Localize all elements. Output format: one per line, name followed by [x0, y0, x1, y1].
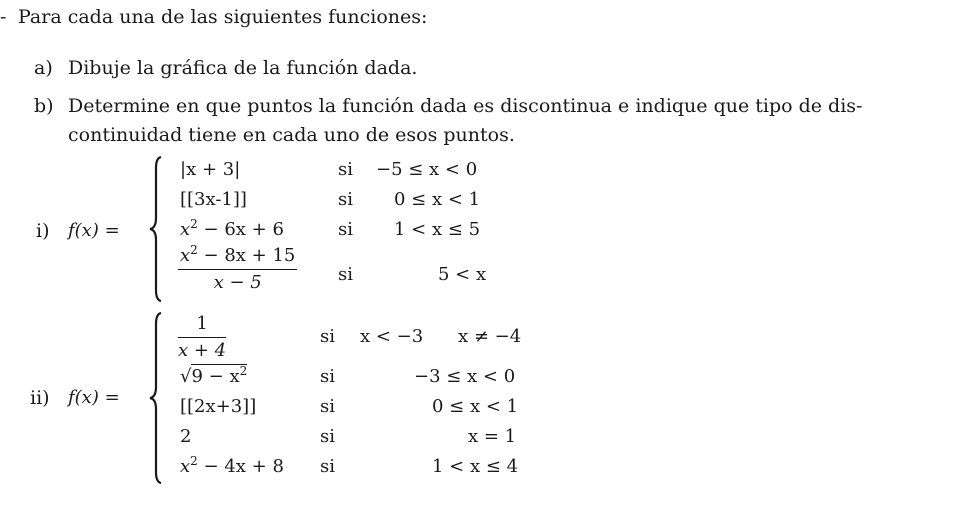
func-ii-case1-fraction: [178, 313, 226, 362]
func-ii-case3-cond: 0 ≤ x < 1: [432, 396, 519, 417]
func-i-case3-si: si: [338, 219, 353, 240]
func-i-case1-expr: |x + 3|: [180, 159, 241, 180]
func-ii-case1-numerator: 1: [178, 313, 226, 338]
func-i-case4-si: si: [338, 264, 353, 285]
func-ii-case2-expr: $√9 - x^2$: [180, 364, 248, 387]
func-ii-brace-icon: [148, 312, 164, 484]
func-ii-case4-expr: 2: [180, 426, 192, 447]
func-i-case2-expr: [[3x-1]]: [180, 189, 247, 210]
func-ii-case5-cond: 1 < x ≤ 4: [432, 456, 519, 477]
task-b-text-line1: Determine en que puntos la función dada es discontinua e indique que tipo de dis-: [68, 95, 863, 117]
func-ii-case5-si: si: [320, 456, 335, 477]
task-a-label: a): [34, 57, 53, 79]
func-ii-case3-si: si: [320, 396, 335, 417]
bullet-dash: -: [0, 6, 7, 28]
func-ii-case1-extra: x ≠ −4: [458, 326, 522, 347]
task-a-text: Dibuje la gráfica de la función dada.: [68, 57, 418, 79]
func-ii-lhs: f(x) =: [68, 387, 120, 408]
func-i-case4-denominator: x − 5: [213, 272, 262, 293]
func-i-case2-si: si: [338, 189, 353, 210]
func-i-case3-expr: $x^2 - 6x + 6$: [180, 217, 284, 240]
func-ii-case5-expr: $x^2 - 4x + 8$: [180, 454, 284, 477]
func-i-label: i): [36, 220, 50, 242]
func-ii-case4-si: si: [320, 426, 335, 447]
func-ii-case1-si: si: [320, 326, 335, 347]
func-i-case4-fraction: [178, 245, 297, 294]
func-i-case4-numerator: $x^2 - 8x + 15$: [178, 245, 297, 270]
func-i-case1-cond: −5 ≤ x < 0: [376, 159, 478, 180]
func-i-brace-icon: [148, 156, 164, 302]
func-ii-case1-cond: x < −3: [360, 326, 424, 347]
func-ii-case1-denominator: x + 4: [178, 340, 227, 361]
func-i-case1-si: si: [338, 159, 353, 180]
func-i-case4-cond: 5 < x: [438, 264, 487, 285]
func-i-case2-cond: 0 ≤ x < 1: [394, 189, 481, 210]
sqrt-sign-icon: √: [180, 366, 192, 387]
func-ii-case3-expr: [[2x+3]]: [180, 396, 257, 417]
func-ii-case2-si: si: [320, 366, 335, 387]
func-ii-label: ii): [30, 387, 50, 409]
func-i-case3-cond: 1 < x ≤ 5: [394, 219, 481, 240]
task-b-label: b): [34, 95, 54, 117]
func-ii-case4-cond: x = 1: [468, 426, 517, 447]
func-i-lhs: f(x) =: [68, 220, 120, 241]
func-ii-case2-cond: −3 ≤ x < 0: [414, 366, 516, 387]
task-b-text-line2: continuidad tiene en cada uno de esos puntos.: [68, 124, 515, 146]
intro-text: Para cada una de las siguientes funciones:: [18, 6, 428, 28]
